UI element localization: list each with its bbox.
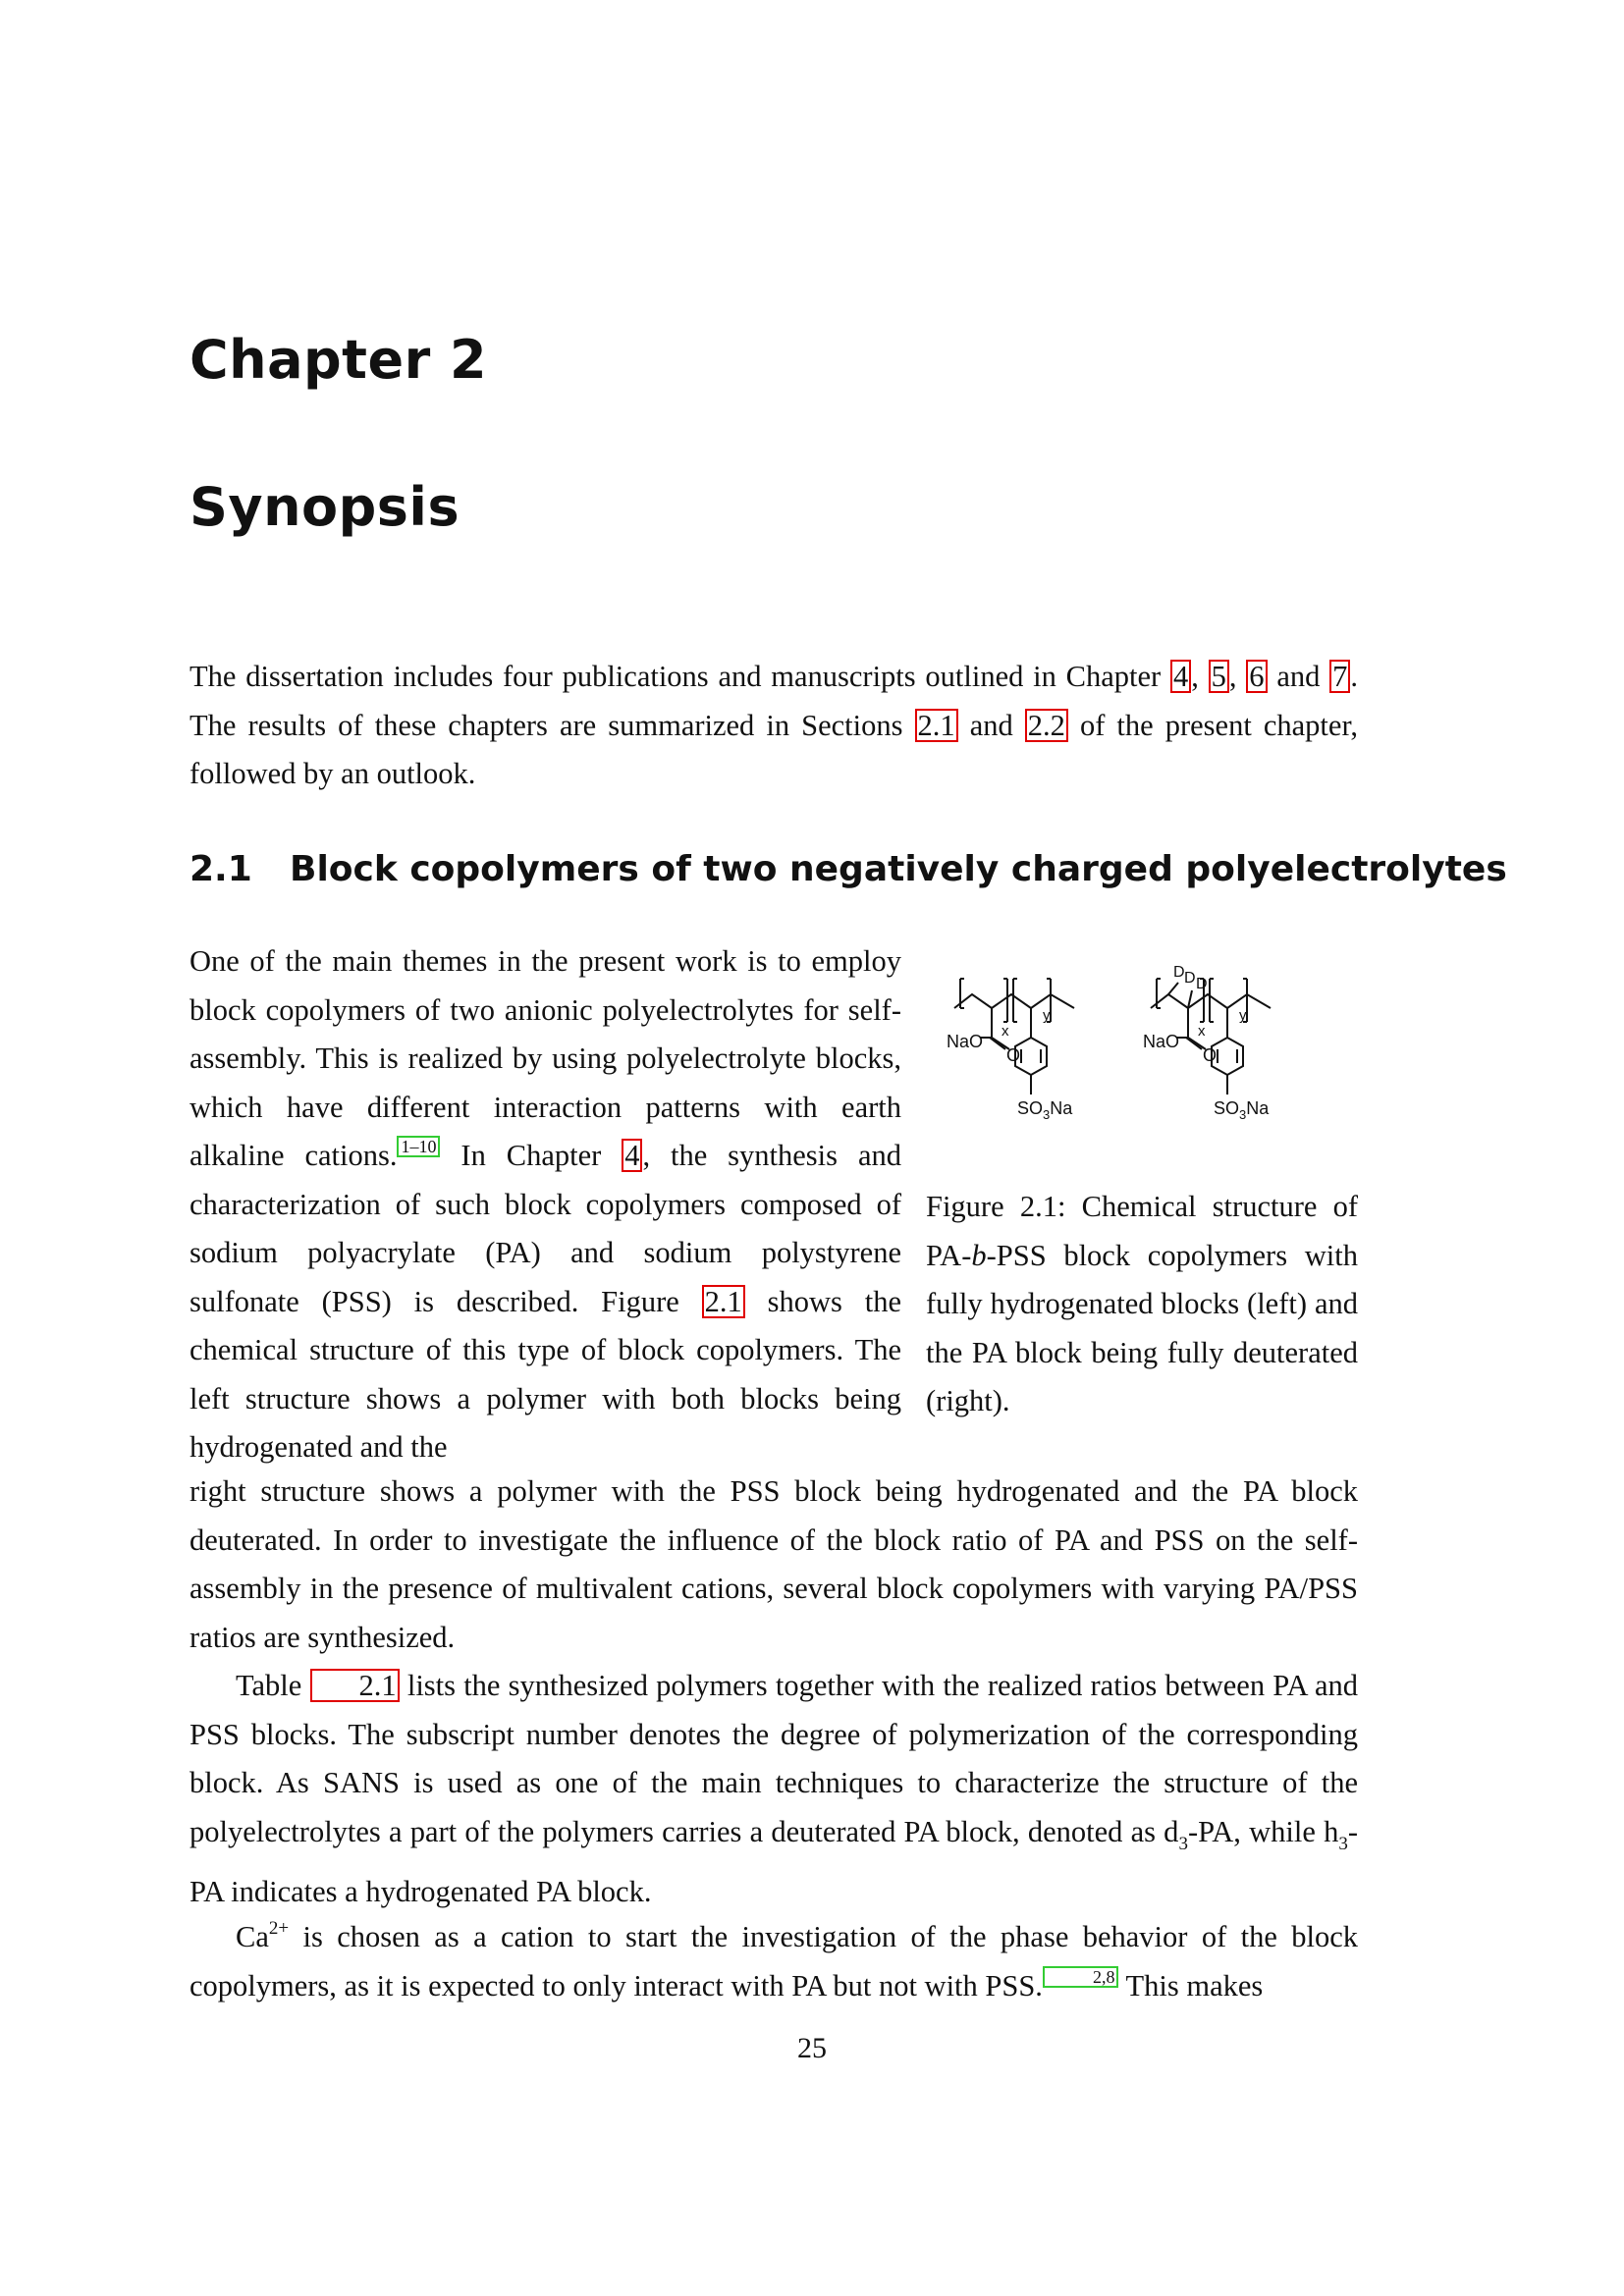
ref-section-2-1[interactable]: 2.1 [915, 709, 958, 742]
right-x-label: x [1198, 1023, 1206, 1040]
left-phenyl-inner [1021, 1049, 1041, 1063]
left-bracket-open [960, 979, 964, 1008]
intro-separator: , [1191, 660, 1199, 693]
intro-and: and [969, 708, 1013, 742]
ref-chapter-4-body[interactable]: 4 [622, 1139, 642, 1172]
left-bracket-y-open [1013, 979, 1017, 1022]
citation-2-8[interactable]: 2,8 [1043, 1966, 1119, 1988]
body-text-5: right structure shows a polymer with the PSS block being hydrogenated and the PA block deuterated. In order to investigate the influence of the block ratio of PA and PSS on the self-assembly in the presence of multivalent cations, several block copolymers with varying PA/PSS ratios are synthesized. [189, 1474, 1358, 1654]
body-paragraph-1b [189, 1468, 1358, 1662]
subscript-3: 3 [1338, 1833, 1348, 1854]
caption-rest: -PSS block copolymers with fully hydrogenated blocks (left) and the PA block being fully deuterated (right). [926, 1238, 1358, 1417]
intro-paragraph [189, 653, 1358, 799]
left-backbone [954, 994, 1031, 1008]
ref-chapter-5[interactable]: 5 [1209, 660, 1229, 693]
intro-text-2: . The results of these chapters are summarized in Sections [189, 660, 1359, 742]
deuterium-label-3: D [1196, 976, 1208, 992]
subscript-3: 3 [1178, 1833, 1188, 1854]
right-so3na-label: $SO_3Na$ [1214, 1098, 1270, 1122]
figure-caption [926, 1183, 1358, 1426]
chapter-title: Synopsis [189, 476, 460, 538]
citation-1-10[interactable]: 1–10 [397, 1136, 440, 1157]
ref-section-2-2[interactable]: 2.2 [1025, 709, 1068, 742]
body-text-3: , the synthesis and characterization of such block copolymers composed of sodium polyacrylate (PA) and sodium polystyrene sulfonate (PSS) is described. Figure [189, 1139, 901, 1318]
section-number: 2.1 [189, 849, 252, 889]
left-nao-label: NaO [947, 1032, 984, 1051]
body-text-ca-1: Ca [236, 1920, 269, 1953]
left-o-label: O [1006, 1045, 1021, 1065]
body-text-table-1: Table [236, 1669, 302, 1702]
deuterium-label-1: D [1173, 964, 1185, 981]
body-text-ca-2: is chosen as a cation to start the investigation of the phase behavior of the block copolymers, as it is expected to only interact with PA but not with PSS. [189, 1920, 1359, 2002]
ref-chapter-4[interactable]: 4 [1170, 660, 1191, 693]
body-text-1: One of the main themes in the present work is to employ block copolymers of two anionic polyelectrolytes for self-assembly. This is realized by using polyelectrolyte blocks, which have different interaction patterns with earth alkaline cations. [189, 944, 901, 1172]
left-so3na-label: $SO_3Na$ [1017, 1098, 1073, 1122]
intro-text-1: The dissertation includes four publications and manuscripts outlined in Chapter [189, 660, 1162, 693]
left-y-label: y [1043, 1007, 1051, 1024]
right-bracket-y-open [1210, 979, 1214, 1022]
body-paragraph-1a [189, 937, 901, 1472]
right-bracket-open [1157, 979, 1161, 1008]
right-y-label: y [1239, 1007, 1247, 1024]
figure-chemical-structure [943, 947, 1335, 1153]
ref-chapter-7[interactable]: 7 [1329, 660, 1350, 693]
right-backbone-end [1227, 994, 1271, 1008]
right-nao-label: NaO [1143, 1032, 1180, 1051]
right-o-label: O [1203, 1045, 1218, 1065]
ref-chapter-6[interactable]: 6 [1246, 660, 1267, 693]
ref-figure-2-1[interactable]: 2.1 [702, 1285, 745, 1318]
deuterium-label-2: D [1184, 970, 1196, 987]
intro-text-3: of the present chapter, followed by an outlook. [189, 708, 1358, 790]
right-phenyl-inner [1218, 1049, 1237, 1063]
chemical-structure-drawing [943, 947, 1335, 1153]
intro-and: and [1276, 660, 1321, 693]
chapter-label: Chapter 2 [189, 329, 488, 391]
section-title: Block copolymers of two negatively charged polyelectrolytes [290, 849, 1507, 889]
body-paragraph-2 [189, 1662, 1358, 1917]
body-paragraph-3 [189, 1904, 1358, 2010]
body-text-4: shows the chemical structure of this type of block copolymers. The left structure shows a polymer with both blocks being hydrogenated and the [189, 1284, 902, 1464]
body-text-table-4: -PA indicates a hydrogenated PA block. [189, 1814, 1358, 1908]
body-text-table-2: lists the synthesized polymers together with the realized ratios between PA and PSS blocks. The subscript number denotes the degree of polymerization of the corresponding block. As SANS is used as one of the main techniques to characterize the structure of the polyelectrolytes a part of the polymers carries a deuterated PA block, denoted as d [189, 1669, 1359, 1848]
ref-table-2-1[interactable]: 2.1 [310, 1669, 400, 1702]
caption-italic: b [971, 1238, 987, 1272]
intro-separator: , [1228, 660, 1237, 693]
left-x-label: x [1001, 1023, 1009, 1040]
left-backbone-end [1031, 994, 1074, 1008]
section-heading [189, 849, 1507, 889]
body-text-table-3: -PA, while h [1187, 1814, 1339, 1848]
page-number: 25 [797, 2032, 827, 2064]
superscript-2plus: 2+ [268, 1918, 290, 1939]
body-text-2: In Chapter [460, 1139, 602, 1172]
caption-prefix: Figure 2.1: Chemical structure of PA- [926, 1190, 1358, 1272]
body-text-ca-3: This makes [1125, 1968, 1264, 2002]
